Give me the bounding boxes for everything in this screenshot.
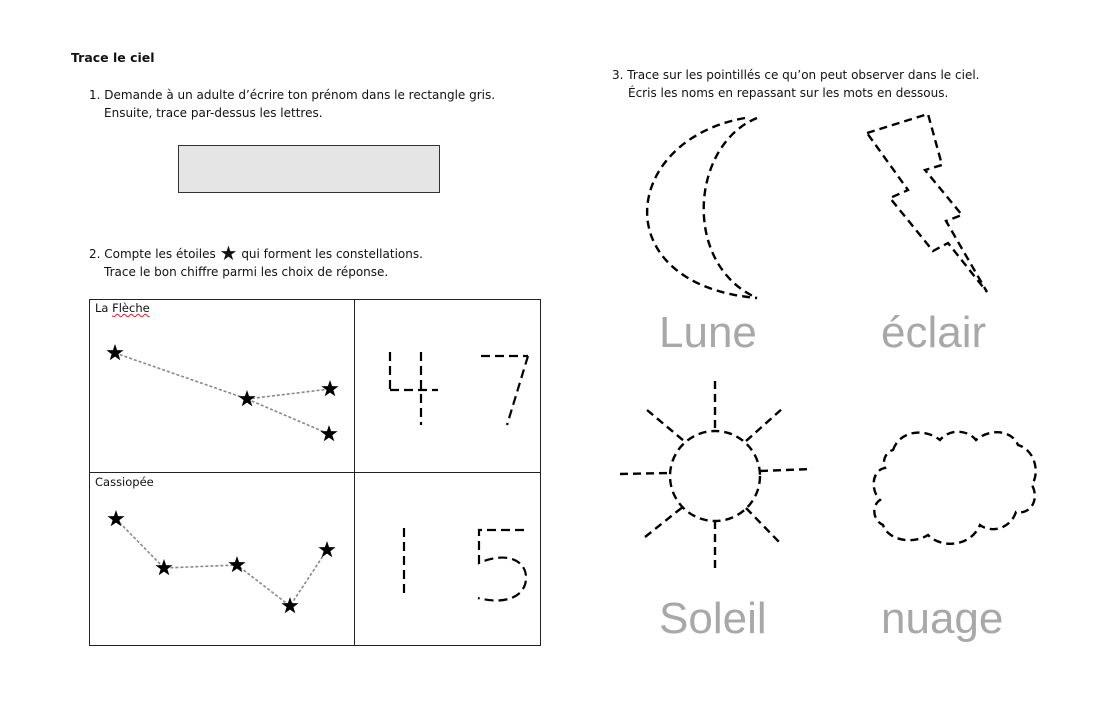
dashed-digit-7[interactable] <box>481 356 528 425</box>
instruction-3-line2: Écris les noms en repassant sur les mots en dessous. <box>628 86 949 100</box>
dashed-digit-5[interactable] <box>478 530 526 601</box>
choice-label-1 <box>400 605 401 606</box>
dashed-sun-shape[interactable] <box>620 381 812 572</box>
star-icon <box>107 510 124 526</box>
constellation-name-prefix: La <box>95 301 113 315</box>
star-icon <box>281 597 298 613</box>
trace-word-soleil: Soleil <box>659 594 767 643</box>
dashed-cloud-shape[interactable] <box>874 432 1036 544</box>
constellation-name-marked: Flèche <box>112 301 150 315</box>
trace-word-lune: Lune <box>659 308 757 357</box>
star-icon <box>155 559 172 575</box>
instruction-2-line2: Trace le bon chiffre parmi les choix de réponse. <box>104 265 389 279</box>
trace-word-eclair: éclair <box>881 308 987 357</box>
constellation-cassiopee-lines <box>116 519 327 606</box>
instruction-3-line1: 3. Trace sur les pointillés ce qu’on peut observer dans le ciel. <box>612 68 980 82</box>
star-icon <box>321 380 338 396</box>
trace-word-nuage: nuage <box>881 594 1004 643</box>
dashed-lightning-shape[interactable] <box>867 114 987 292</box>
star-icon <box>106 344 123 360</box>
star-icon <box>228 556 245 572</box>
instruction-2-text-b: qui forment les constellations. <box>241 247 423 261</box>
star-icon: ★ <box>219 241 238 265</box>
choice-label-7 <box>500 430 501 431</box>
star-icon <box>318 541 335 557</box>
choice-label-5 <box>500 605 501 606</box>
constellation-label-cassiopee: Cassiopée <box>95 475 154 489</box>
dashed-moon-shape[interactable] <box>647 118 757 298</box>
star-icon <box>320 425 337 441</box>
worksheet-title: Trace le ciel <box>71 50 155 65</box>
constellation-fleche <box>106 344 338 441</box>
dashed-digit-4[interactable] <box>390 352 438 425</box>
constellation-fleche-lines <box>115 353 330 434</box>
instruction-2-text-a: 2. Compte les étoiles <box>89 247 216 261</box>
choice-label-4 <box>388 430 389 431</box>
constellation-cassiopee <box>107 510 335 613</box>
instruction-1-line2: Ensuite, trace par-dessus les lettres. <box>104 106 323 120</box>
instruction-1-line1: 1. Demande à un adulte d’écrire ton prénom dans le rectangle gris. <box>89 88 496 102</box>
